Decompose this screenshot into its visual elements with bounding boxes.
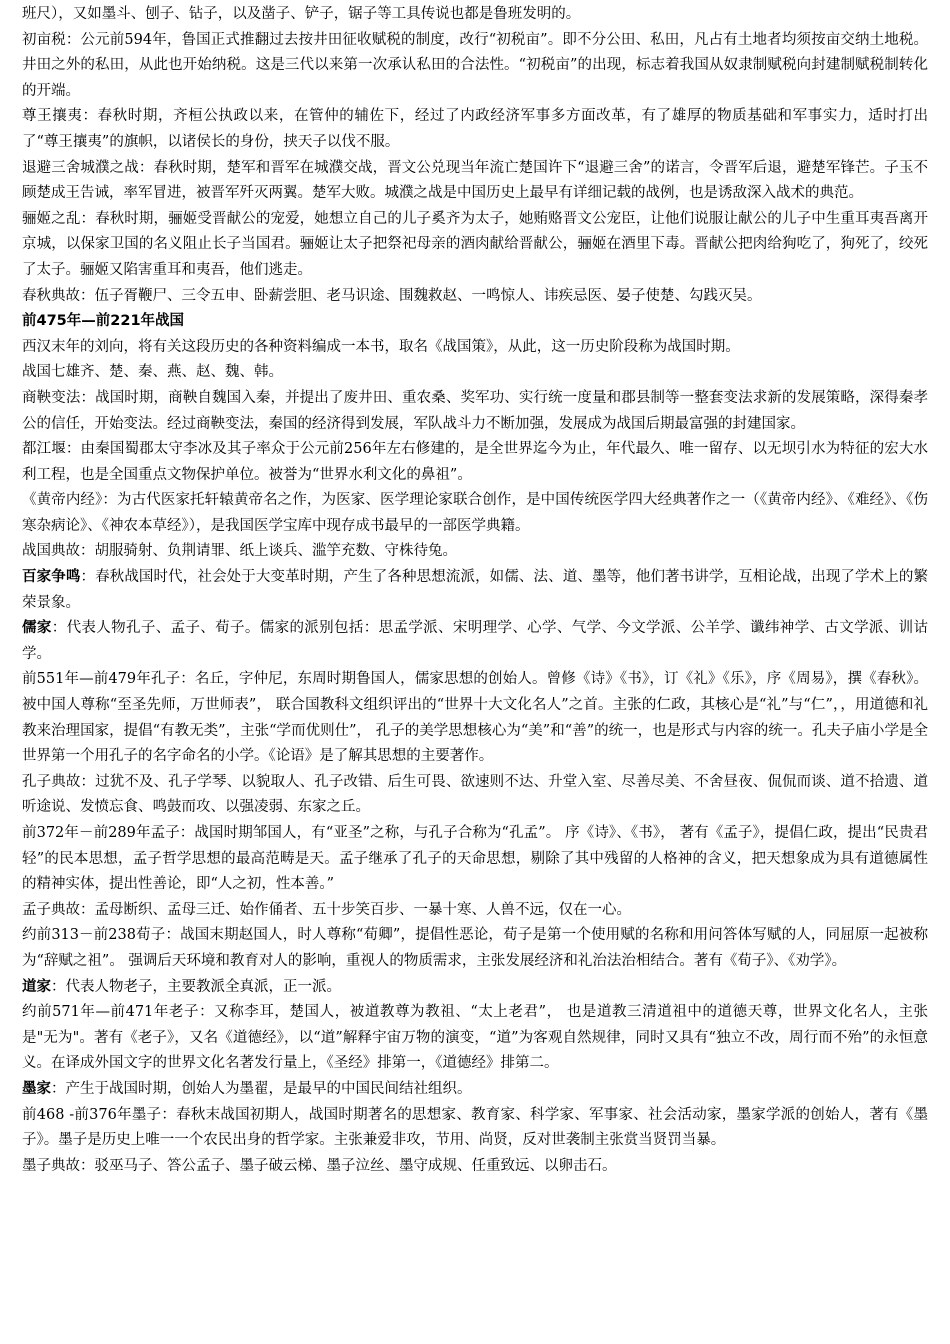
- hundred-schools-text: ：春秋战国时代，社会处于大变革时期，产生了各种思想流派，如儒、法、道、墨等，他们著书讲学，互相论战，出现了学术上的繁荣景象。: [22, 569, 929, 611]
- paragraph-mozi-idioms: 墨子典故：驳巫马子、答公孟子、墨子破云梯、墨子泣丝、墨守成规、任重致远、以卵击石。: [22, 1157, 617, 1174]
- paragraph-chengpu-battle: 退避三舍城濮之战：春秋时期，楚军和晋军在城濮交战，晋文公兑现当年流亡楚国许下“退避三舍”的诺言，令晋军后退，避楚军锋芒。子玉不顾楚成王告诫，率军冒进，被晋军歼灭两翼。楚军大败。城濮之战是中国历史上最早有详细记载的战例，也是诱敌深入战术的典范。: [22, 159, 928, 202]
- paragraph-laozi: 约前571年—前471年老子：又称李耳，楚国人，被道教尊为教祖、“太上老君”， 也是道教三清道祖中的道德天尊，世界文化名人，主张是"无为"。著有《老子》，又名《道德经》，以“道”解释宇宙万物的演变，“道”为客观自然规律，同时又具有“独立不改，周行而不殆”的永恒意义。在译成外国文字的世界文化名著发行量上，《圣经》排第一，《道德经》排第二。: [22, 1004, 928, 1072]
- paragraph-mencius-idioms: 孟子典故：孟母断织、孟母三迁、始作俑者、五十步笑百步、一暴十寒、人兽不远，仅在一心。: [22, 901, 631, 918]
- paragraph-confucianism: [22, 616, 928, 667]
- section-heading-warring-states: 前475年—前221年战国: [22, 313, 185, 330]
- paragraph-mohism: [22, 1077, 928, 1103]
- paragraph-shangyang-reform: 商鞅变法：战国时期，商鞅自魏国入秦，并提出了废井田、重农桑、奖军功、实行统一度量和郡县制等一整套变法求新的发展策略，深得秦孝公的信任，开始变法。经过商鞅变法，秦国的经济得到发展，军队战斗力不断加强，发展成为战国后期最富强的封建国家。: [22, 389, 928, 432]
- paragraph-hundred-schools: [22, 565, 928, 616]
- term-taoism: 道家: [22, 978, 51, 995]
- paragraph-taoism: [22, 975, 928, 1001]
- term-confucianism: 儒家: [22, 620, 52, 637]
- paragraph-zhanguo-idioms: 战国典故：胡服骑射、负荆请罪、纸上谈兵、滥竽充数、守株待兔。: [22, 543, 457, 560]
- paragraph-chunqiu-idioms: 春秋典故：伍子胥鞭尸、三令五申、卧薪尝胆、老马识途、围魏救赵、一鸣惊人、讳疾忌医、晏子使楚、勾践灭吴。: [22, 287, 762, 304]
- paragraph-luban-tools: 班尺），又如墨斗、刨子、钻子，以及凿子、铲子，锯子等工具传说也都是鲁班发明的。: [22, 6, 581, 22]
- term-hundred-schools: 百家争鸣: [22, 569, 81, 586]
- paragraph-confucius-idioms: 孔子典故：过犹不及、孔子学琴、以貌取人、孔子改错、后生可畏、欲速则不达、升堂入室、尽善尽美、不舍昼夜、侃侃而谈、道不拾遗、道听途说、发愤忘食、鸣鼓而攻、以强凌弱、东家之丘。: [22, 773, 928, 816]
- paragraph-huangdi-neijing: 《黄帝内经》：为古代医家托轩辕黄帝名之作，为医家、医学理论家联合创作，是中国传统医学四大经典著作之一（《黄帝内经》、《难经》、《伤寒杂病论》、《神农本草经》），是我国医学宝库中现存成书最早的一部医学典籍。: [22, 492, 928, 534]
- term-mohism: 墨家: [22, 1080, 51, 1097]
- paragraph-mencius: 前372年－前289年孟子：战国时期邹国人，有“亚圣”之称，与孔子合称为“孔孟”。 序《诗》、《书》， 著有《孟子》，提倡仁政，提出“民贵君轻”的民本思想，孟子哲学思想的最高范畴是天。孟子继承了孔子的天命思想，剔除了其中残留的人格神的含义，把天想象成为具有道德属性的精神实体，提出性善论，即“人之初，性本善。”: [22, 825, 928, 893]
- paragraph-xunzi: 约前313－前238荀子：战国末期赵国人，时人尊称“荀卿”，提倡性恶论，荀子是第一个使用赋的名称和用问答体写赋的人，同屈原一起被称为“辞赋之祖”。 强调后天环境和教育对人的影响，重视人的物质需求，主张发展经济和礼治法治相结合。著有《荀子》、《劝学》。: [22, 927, 928, 969]
- paragraph-dujiangyan: 都江堰：由秦国蜀郡太守李冰及其子率众于公元前256年左右修建的，是全世界迄今为止，年代最久、唯一留存、以无坝引水为特征的宏大水利工程，也是全国重点文物保护单位。被誉为“世界水利文化的鼻祖”。: [22, 441, 928, 483]
- mohism-text: ：产生于战国时期，创始人为墨翟，是最早的中国民间结社组织。: [51, 1080, 472, 1097]
- taoism-text: ：代表人物老子，主要教派全真派，正一派。: [51, 978, 341, 995]
- paragraph-liji-rebellion: 骊姬之乱：春秋时期，骊姬受晋献公的宠爱，她想立自己的儿子奚齐为太子，她贿赂晋文公宠臣，让他们说服让献公的儿子中生重耳夷吾离开京城，以保家卫国的名义阻止长子当国君。骊姬让太子把祭祀母亲的酒肉献给晋献公，骊姬在酒里下毒。晋献公把肉给狗吃了，狗死了，绞死了太子。骊姬又陷害重耳和夷吾，他们逃走。: [22, 210, 928, 278]
- paragraph-zunwang-rangyi: 尊王攘夷：春秋时期，齐桓公执政以来，在管仲的辅佐下，经过了内政经济军事多方面改革，有了雄厚的物质基础和军事实力，适时打出了“尊王攘夷”的旗帜，以诸侯长的身份，挟天子以伐不服。: [22, 108, 928, 150]
- paragraph-chushuimu: 初亩税：公元前594年，鲁国正式推翻过去按井田征收赋税的制度，改行“初税亩”。即不分公田、私田，凡占有土地者均须按亩交纳土地税。井田之外的私田，从此也开始纳税。这是三代以来第一次承认私田的合法性。“初税亩”的出现，标志着我国从奴隶制赋税向封建制赋税制转化的开端。: [22, 31, 928, 99]
- paragraph-zhanguoce: 西汉末年的刘向，将有关这段历史的各种资料编成一本书，取名《战国策》，从此，这一历史阶段称为战国时期。: [22, 338, 740, 355]
- paragraph-confucius: 前551年—前479年孔子：名丘，字仲尼，东周时期鲁国人，儒家思想的创始人。曾修《诗》《书》，订《礼》《乐》，序《周易》，撰《春秋》。被中国人尊称“至圣先师，万世师表”， 联合国教科文组织评出的“世界十大文化名人”之首。主张的仁政，其核心是“礼”与“仁”，，用道德和礼教来治理国家，提倡“有教无类”，主张“学而优则仕”， 孔子的美学思想核心为“美”和“善”的统一，也是形式与内容的统一。孔夫子庙小学是全世界第一个用孔子的名字命名的小学。《论语》是了解其思想的主要著作。: [22, 671, 928, 765]
- paragraph-mozi: 前468 -前376年墨子：春秋末战国初期人，战国时期著名的思想家、教育家、科学家、军事家、社会活动家，墨家学派的创始人，著有《墨子》。墨子是历史上唯一一个农民出身的哲学家。主张兼爱非攻，节用、尚贤，反对世袭制主张赏当贤罚当暴。: [22, 1106, 928, 1149]
- confucianism-text: ：代表人物孔子、孟子、荀子。儒家的派别包括：思孟学派、宋明理学、心学、气学、今文学派、公羊学、谶纬神学、古文学派、训诂学。: [22, 620, 928, 662]
- paragraph-seven-states: 战国七雄齐、楚、秦、燕、赵、魏、韩。: [22, 364, 283, 381]
